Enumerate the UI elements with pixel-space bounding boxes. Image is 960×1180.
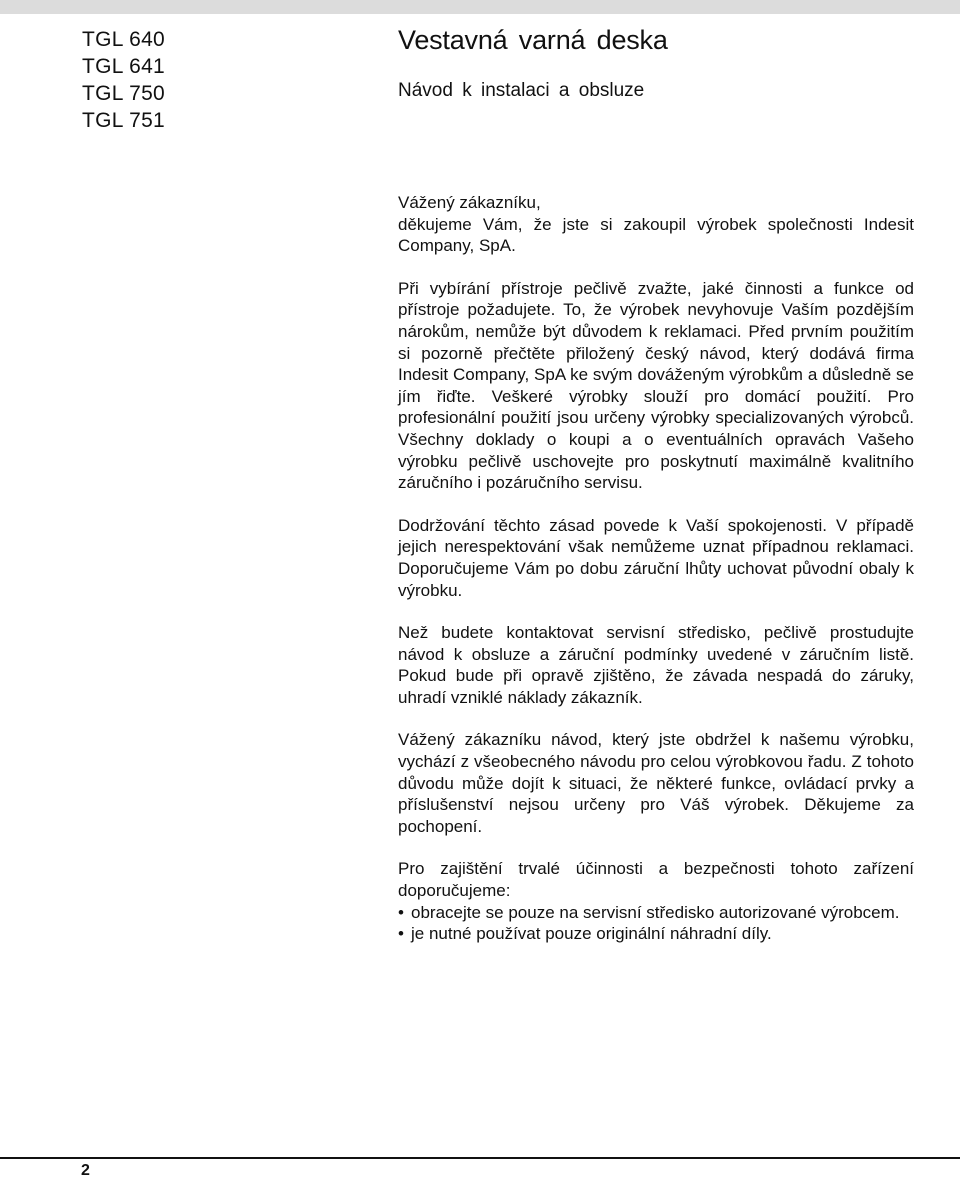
bullet-icon: • — [398, 924, 404, 944]
top-rule — [0, 0, 960, 14]
footer-rule — [0, 1157, 960, 1159]
paragraph: Při vybírání přístroje pečlivě zvažte, jaké činnosti a funkce od přístroje požadujete. To, že výrobek nevyhovuje Vaším pozdějším nárokům, nemůže být důvodem k reklamaci. Před prvním použitím si pozorně přečtěte přiložený český návod, který dodává firma Indesit Company, SpA ke svým dováženým výrobkům a důsledně se jím řiďte. Veškeré výrobky slouží pro domácí použití. Pro profesionální použití jsou určeny výrobky specializovaných výrobců. Všechny doklady o koupi a o eventuálních opravách Vašeho výrobku pečlivě uschovejte pro poskytnutí maximálně kvalitního záručního i pozáručního servisu. — [398, 278, 914, 493]
page-title: Vestavná varná deska — [398, 25, 668, 55]
model-list — [82, 26, 165, 134]
page-subtitle: Návod k instalaci a obsluze — [398, 80, 645, 101]
list-item — [398, 923, 914, 945]
model-item: TGL 640 — [82, 28, 166, 51]
page-number: 2 — [81, 1162, 90, 1179]
model-item: TGL 641 — [82, 55, 166, 78]
paragraph: Než budete kontaktovat servisní středisko, pečlivě prostudujte návod k obsluze a záruční podmínky uvedené v záručním listě. Pokud bude při opravě zjištěno, že závada nespadá do záruky, uhradí vzniklé náklady zákazník. — [398, 623, 914, 707]
body-text — [398, 192, 914, 945]
paragraph: Dodržování těchto zásad povede k Vaší spokojenosti. V případě jejich nerespektování však nemůžeme uznat případnou reklamaci. Doporučujeme Vám po dobu záruční lhůty uchovat původní obaly k výrobku. — [398, 515, 914, 600]
list-item-text: obracejte se pouze na servisní středisko autorizované výrobcem. — [411, 902, 900, 922]
greeting-paragraph: Vážený zákazníku, děkujeme Vám, že jste si zakoupil výrobek společnosti Indesit Company, SpA. — [398, 193, 914, 256]
paragraph: Pro zajištění trvalé účinnosti a bezpečnosti tohoto zařízení doporučujeme: — [398, 859, 914, 901]
list-item — [398, 902, 914, 924]
recommendation-list — [398, 902, 914, 945]
paragraph: Vážený zákazníku návod, který jste obdržel k našemu výrobku, vychází z všeobecného návodu pro celou výrobkovou řadu. Z tohoto důvodu může dojít k situaci, že některé funkce, ovládací prvky a příslušenství nejsou určeny pro Váš výrobek. Děkujeme za pochopení. — [398, 730, 914, 836]
model-item: TGL 751 — [82, 109, 166, 132]
list-item-text: je nutné používat pouze originální náhradní díly. — [411, 924, 772, 944]
bullet-icon: • — [398, 902, 404, 922]
model-item: TGL 750 — [82, 82, 166, 105]
